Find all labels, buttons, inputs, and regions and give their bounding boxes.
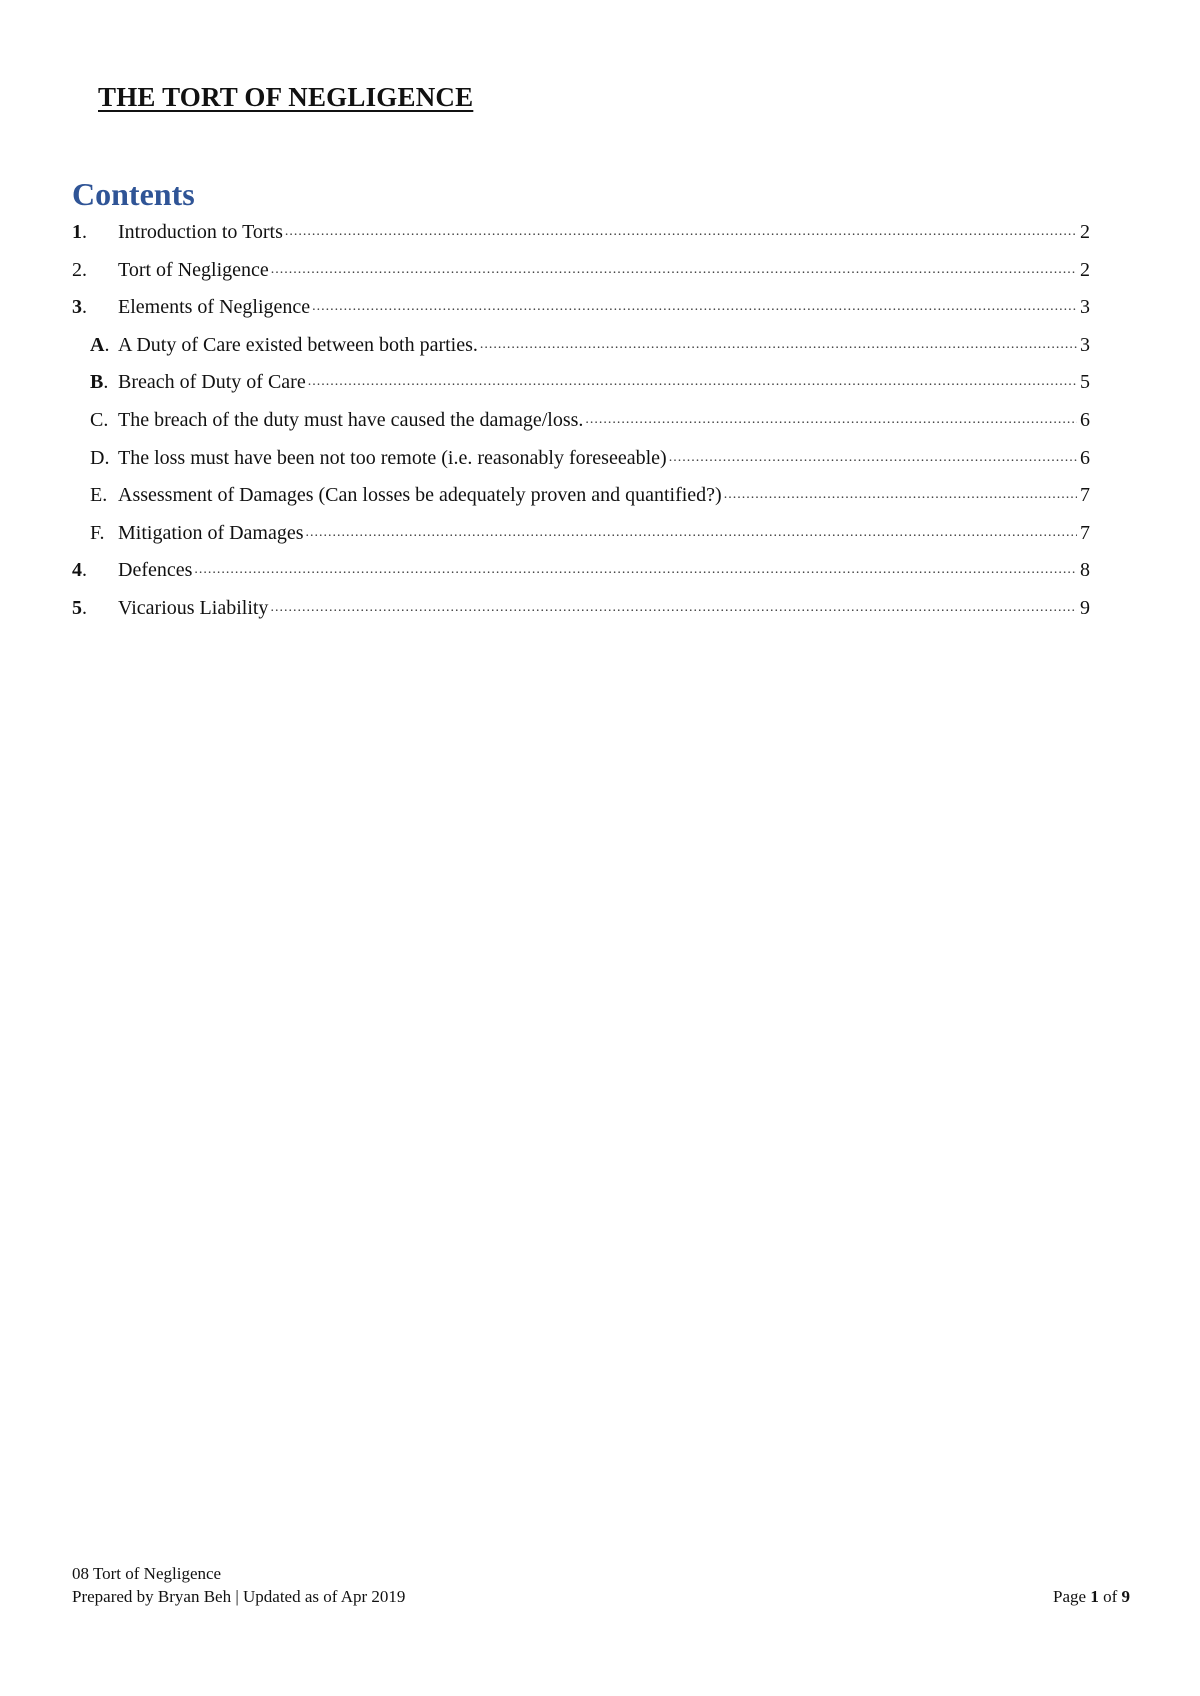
- toc-entry-page: 3: [1080, 296, 1090, 319]
- toc-entry-number: 2.: [72, 258, 87, 281]
- toc-entry-title: Vicarious Liability: [118, 596, 269, 619]
- page-label: Page: [1053, 1587, 1087, 1606]
- toc-subentry[interactable]: [72, 444, 1090, 482]
- toc-entry-title: Defences: [118, 559, 193, 582]
- toc-subentry[interactable]: [72, 519, 1090, 557]
- toc-entry-title: A Duty of Care existed between both parties.: [118, 333, 478, 356]
- toc-entry-title: Breach of Duty of Care: [118, 371, 306, 394]
- toc-entry[interactable]: [72, 256, 1090, 294]
- toc-dot-leader: [285, 218, 1077, 238]
- page-of: of: [1103, 1587, 1118, 1606]
- toc-entry-page: 8: [1080, 559, 1090, 582]
- toc-entry[interactable]: [72, 594, 1090, 632]
- toc-entry-number: C.: [90, 408, 109, 431]
- page-current: 1: [1090, 1587, 1099, 1606]
- toc-subentry[interactable]: [72, 406, 1090, 444]
- toc-entry-title: The breach of the duty must have caused the damage/loss.: [118, 408, 584, 431]
- toc-entry-title: Tort of Negligence: [118, 258, 269, 281]
- toc-subentry[interactable]: [72, 331, 1090, 369]
- toc-entry-number: 1.: [72, 221, 87, 243]
- toc-entry-title: Mitigation of Damages: [118, 521, 304, 544]
- toc-entry[interactable]: [72, 556, 1090, 594]
- toc-entry-page: 3: [1080, 333, 1090, 356]
- toc-entry-title: Introduction to Torts: [118, 221, 283, 243]
- toc-entry-page: 9: [1080, 596, 1090, 619]
- footer-document-name: 08 Tort of Negligence: [72, 1564, 222, 1583]
- toc-entry[interactable]: [72, 293, 1090, 331]
- toc-entry-number: B.: [90, 371, 109, 394]
- toc-entry-number: A.: [90, 333, 110, 356]
- toc-subentry[interactable]: [72, 481, 1090, 519]
- toc-entry-page: 2: [1080, 221, 1090, 243]
- toc-dot-leader: [724, 481, 1077, 501]
- toc-dot-leader: [308, 368, 1077, 388]
- table-of-contents: [72, 218, 1090, 632]
- toc-entry-page: 6: [1080, 408, 1090, 431]
- contents-heading: Contents: [72, 176, 195, 212]
- document-title: THE TORT OF NEGLIGENCE: [98, 82, 474, 112]
- toc-entry-number: 4.: [72, 559, 87, 582]
- toc-dot-leader: [194, 556, 1077, 576]
- toc-entry-number: F.: [90, 521, 105, 544]
- toc-entry-page: 5: [1080, 371, 1090, 394]
- toc-entry[interactable]: [72, 218, 1090, 256]
- toc-entry-page: 2: [1080, 258, 1090, 281]
- toc-entry-title: The loss must have been not too remote (i.e. reasonably foreseeable): [118, 446, 667, 469]
- page-number: [1053, 1585, 1130, 1608]
- toc-entry-title: Elements of Negligence: [118, 296, 311, 319]
- toc-entry-number: 3.: [72, 296, 87, 319]
- toc-dot-leader: [669, 444, 1077, 464]
- toc-entry-page: 7: [1080, 521, 1090, 544]
- toc-entry-page: 7: [1080, 484, 1090, 507]
- toc-dot-leader: [480, 331, 1077, 351]
- toc-dot-leader: [312, 293, 1077, 313]
- page-footer-left: [72, 1562, 405, 1608]
- toc-entry-page: 6: [1080, 446, 1090, 469]
- page-total: 9: [1121, 1587, 1130, 1606]
- toc-dot-leader: [585, 406, 1077, 426]
- toc-dot-leader: [306, 519, 1077, 539]
- toc-entry-number: E.: [90, 484, 108, 507]
- footer-prepared-by: Prepared by Bryan Beh | Updated as of Apr 2019: [72, 1587, 406, 1606]
- toc-entry-number: 5.: [72, 596, 87, 619]
- toc-entry-title: Assessment of Damages (Can losses be adequately proven and quantified?): [118, 484, 722, 507]
- toc-subentry[interactable]: [72, 368, 1090, 406]
- toc-dot-leader: [271, 256, 1077, 276]
- toc-entry-number: D.: [90, 446, 110, 469]
- toc-dot-leader: [270, 594, 1077, 614]
